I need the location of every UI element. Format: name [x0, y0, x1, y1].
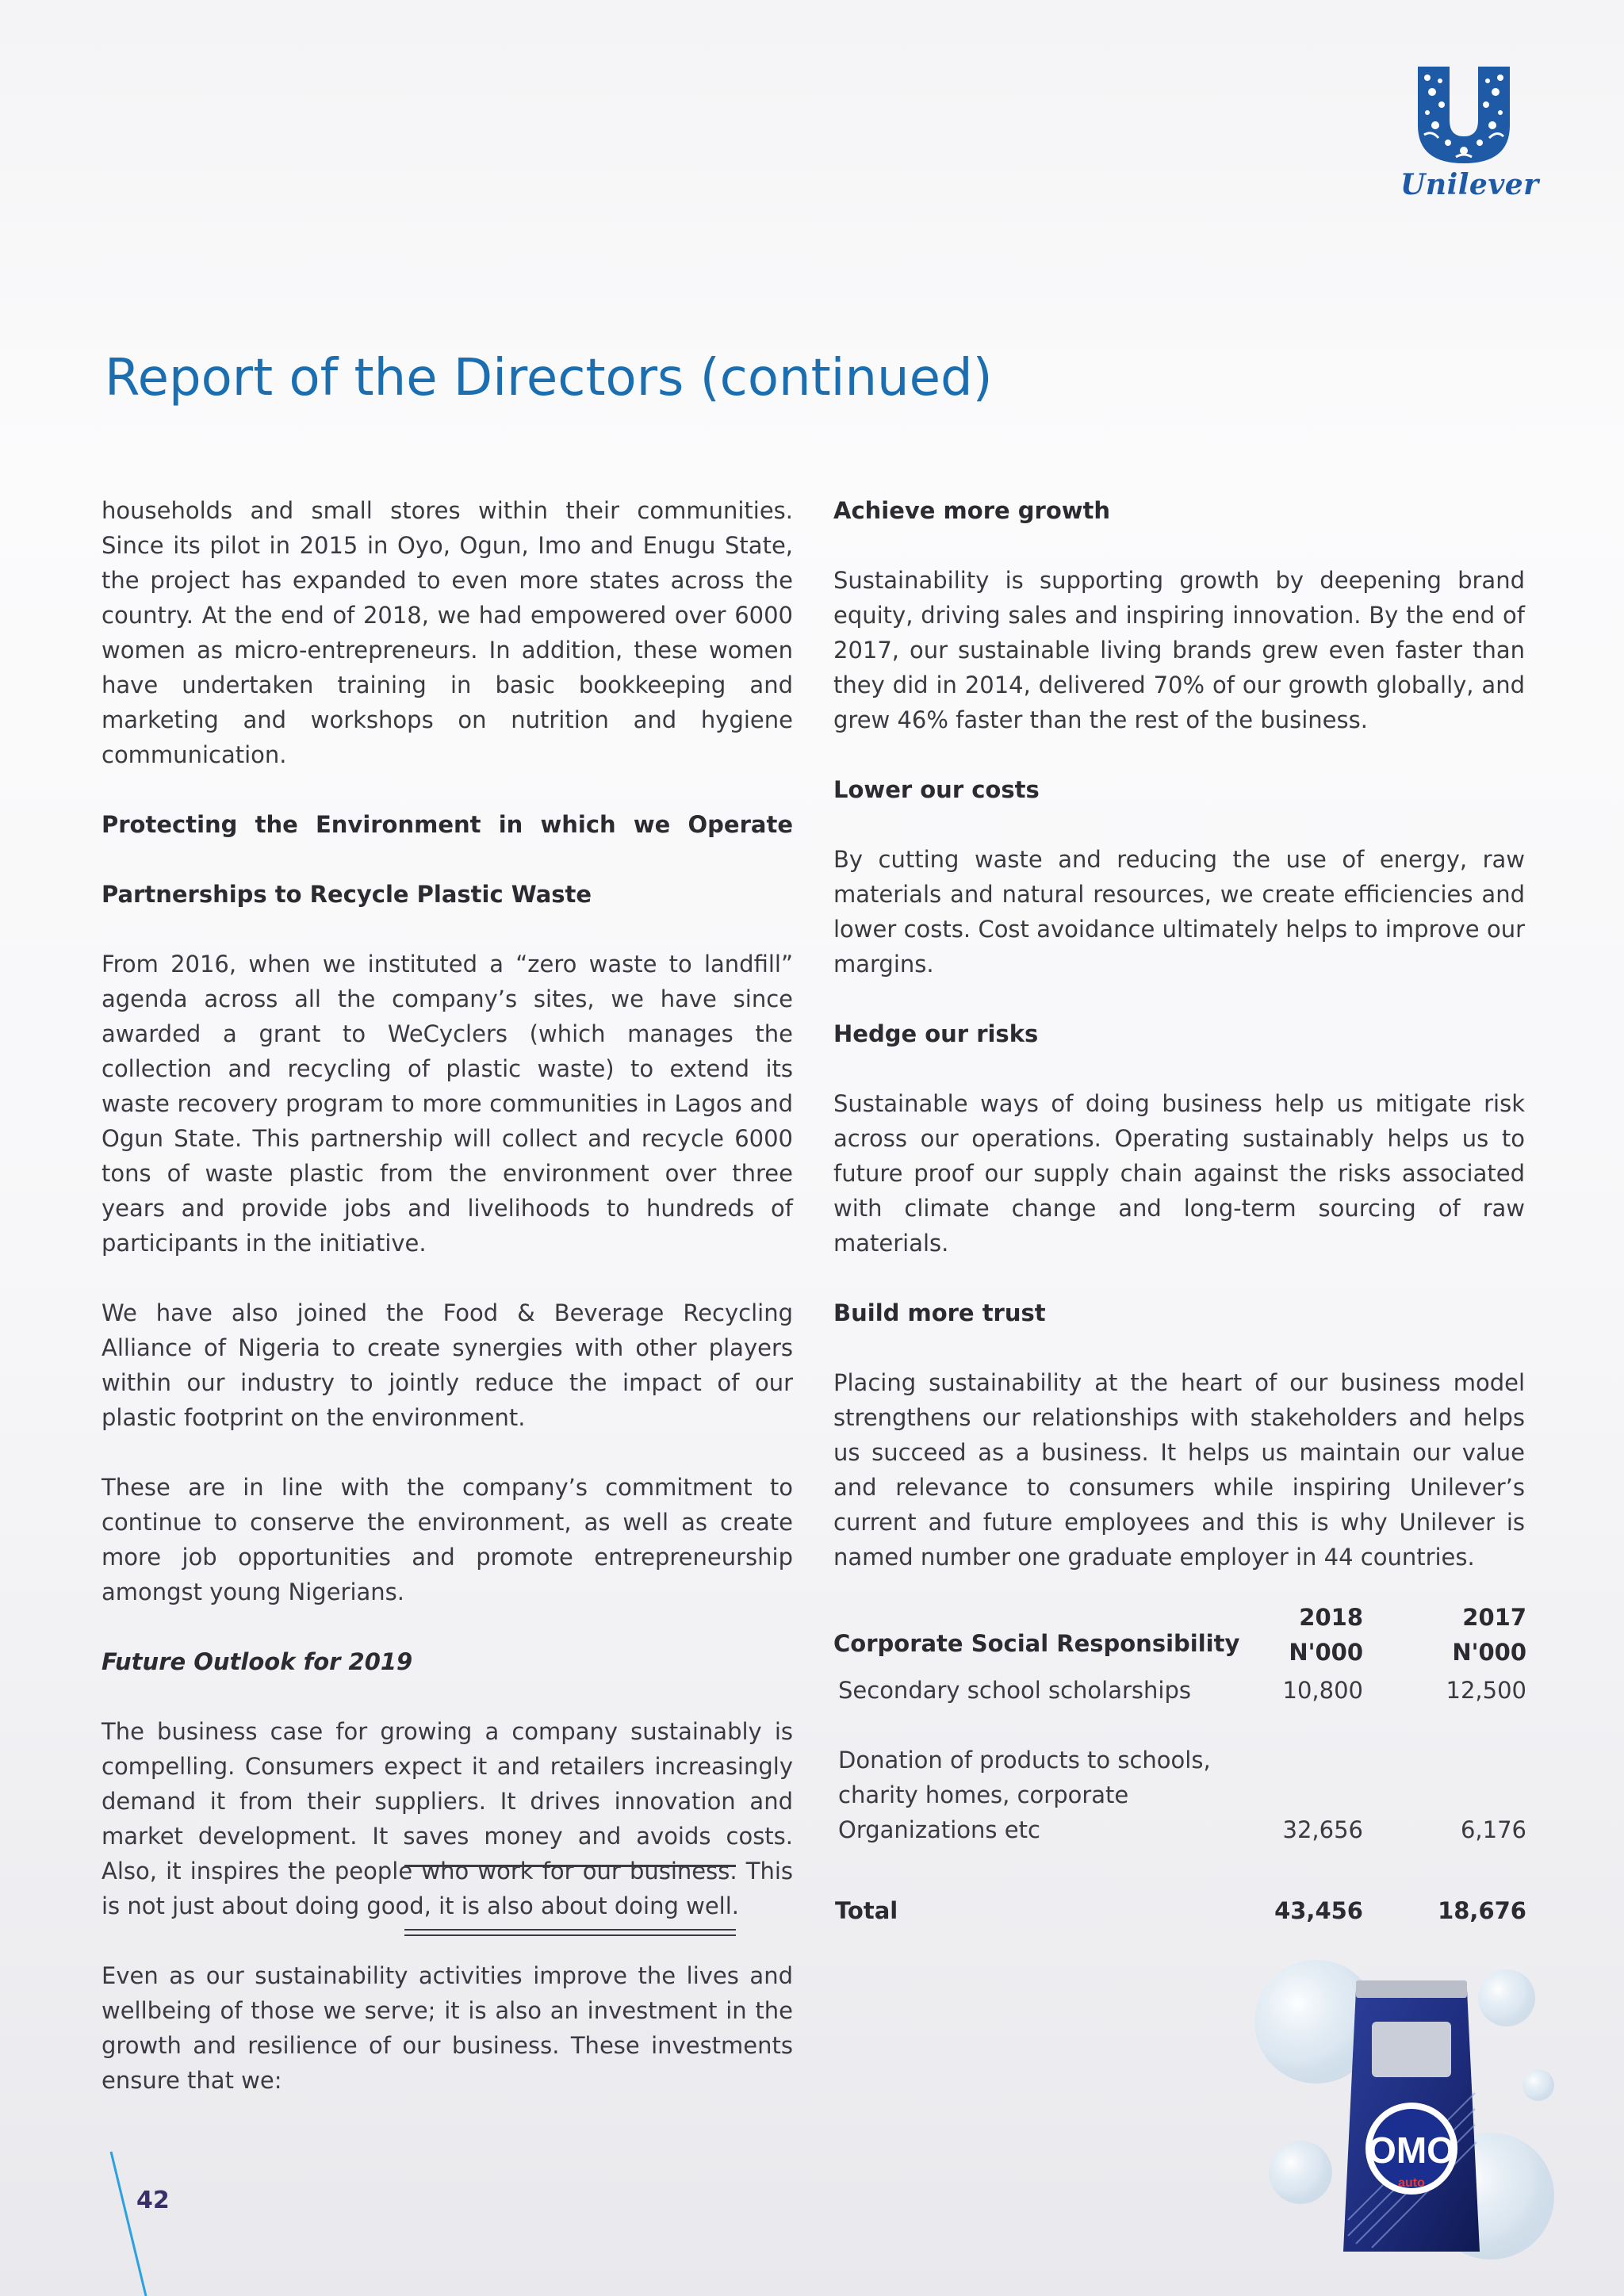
paragraph: We have also joined the Food & Beverage Recycling Alliance of Nigeria to create synergies with other players within our industry to jointly reduce the impact of our plastic footprint on the environment.	[102, 1299, 793, 1431]
section-subheading: Partnerships to Recycle Plastic Waste	[102, 881, 592, 908]
row-label: Secondary school scholarships	[838, 1677, 1191, 1704]
column-header-2017	[1415, 1600, 1526, 1670]
paragraph: By cutting waste and reducing the use of energy, raw materials and natural resources, we create efficiencies and lower costs. Cost avoidance ultimately helps to improve our margins.	[833, 846, 1525, 978]
total-label: Total	[835, 1897, 898, 1924]
right-column	[833, 493, 1525, 1609]
column-header-2018	[1252, 1600, 1363, 1670]
csr-table-title: Corporate Social Responsibility	[833, 1630, 1240, 1657]
row-label: Donation of products to schools, charity homes, corporate Organizations etc	[838, 1747, 1211, 1843]
unilever-u-icon	[1400, 63, 1527, 166]
unit-label: N'000	[1452, 1639, 1526, 1666]
paragraph: These are in line with the company’s commitment to continue to conserve the environment, as well as create more job opportunities and promote entrepreneurship amongst young Nigerians.	[102, 1474, 793, 1605]
value-2017: 12,500	[1446, 1677, 1526, 1704]
section-heading: Future Outlook for 2019	[102, 1648, 413, 1675]
paragraph: households and small stores within their communities. Since its pilot in 2015 in Oyo, Ogun, Imo and Enugu State, the project has expanded to even more states across the country. At the end of 2018, we had empowered over 6000 women as micro-entrepreneurs. In addition, these women have undertaken training in basic bookkeeping and marketing and workshops on nutrition and hygiene communication.	[102, 497, 793, 768]
paragraph: Placing sustainability at the heart of our business model strengthens our relationships with stakeholders and helps us succeed as a business. It helps us maintain our value and relevance to consumers while inspiring Unilever’s current and future employees and this is why Unilever is named number one graduate employer in 44 countries.	[833, 1369, 1525, 1571]
table-total-row	[833, 1893, 1528, 1928]
subtotal-rule	[404, 1865, 736, 1867]
table-row	[833, 1673, 1528, 1743]
paragraph: The business case for growing a company sustainably is compelling. Consumers expect it and retailers increasingly demand it from their suppliers. It drives innovation and market development. It saves money and avoids costs. Also, it inspires the people who work for our business. This is not just about doing good, it is also about doing well.	[102, 1718, 793, 1919]
page-title: Report of the Directors (continued)	[105, 349, 993, 408]
csr-table	[833, 1600, 1528, 1924]
section-heading: Achieve more growth	[833, 497, 1111, 524]
year-label: 2017	[1462, 1604, 1526, 1631]
section-heading: Build more trust	[833, 1299, 1046, 1326]
omo-text: OMO	[1368, 2130, 1455, 2171]
unilever-logo	[1400, 63, 1539, 206]
section-heading: Lower our costs	[833, 776, 1040, 803]
detergent-pack-icon	[1253, 1934, 1570, 2275]
csr-table-header	[833, 1600, 1528, 1673]
year-label: 2018	[1299, 1604, 1363, 1631]
brand-name: Unilever	[1400, 168, 1539, 201]
section-heading: Hedge our risks	[833, 1020, 1039, 1047]
total-2017: 18,676	[1438, 1897, 1526, 1924]
omo-product-image	[1253, 1934, 1570, 2275]
decorative-page-line	[0, 0, 159, 2296]
left-column	[102, 493, 793, 2133]
paragraph: Even as our sustainability activities improve the lives and wellbeing of those we serve; it is also an investment in the growth and resilience of our business. These investments ensure that we:	[102, 1962, 793, 2094]
total-2018: 43,456	[1274, 1897, 1363, 1924]
value-2018: 32,656	[1282, 1816, 1363, 1843]
table-row	[833, 1743, 1528, 1846]
value-2018: 10,800	[1282, 1677, 1363, 1704]
section-heading: Protecting the Environment in which we Operate	[102, 811, 793, 838]
page-number: 42	[136, 2187, 170, 2214]
paragraph: Sustainable ways of doing business help us mitigate risk across our operations. Operating sustainably helps us to future proof our supply chain against the risks associated with climate change and long-term sourcing of raw materials.	[833, 1090, 1525, 1257]
total-double-rule	[404, 1929, 736, 1936]
paragraph: From 2016, when we instituted a “zero waste to landfill” agenda across all the company’s sites, we have since awarded a grant to WeCyclers (which manages the collection and recycling of plastic waste) to extend its waste recovery program to more communities in Lagos and Ogun State. This partnership will collect and recycle 6000 tons of waste plastic from the environment over three years and provide jobs and livelihoods to hundreds of participants in the initiative.	[102, 951, 793, 1257]
omo-subtext: auto	[1398, 2176, 1425, 2190]
paragraph: Sustainability is supporting growth by deepening brand equity, driving sales and inspiring innovation. By the end of 2017, our sustainable living brands grew even faster than they did in 2014, delivered 70% of our growth globally, and grew 46% faster than the rest of the business.	[833, 567, 1525, 733]
unit-label: N'000	[1289, 1639, 1363, 1666]
value-2017: 6,176	[1460, 1816, 1526, 1843]
